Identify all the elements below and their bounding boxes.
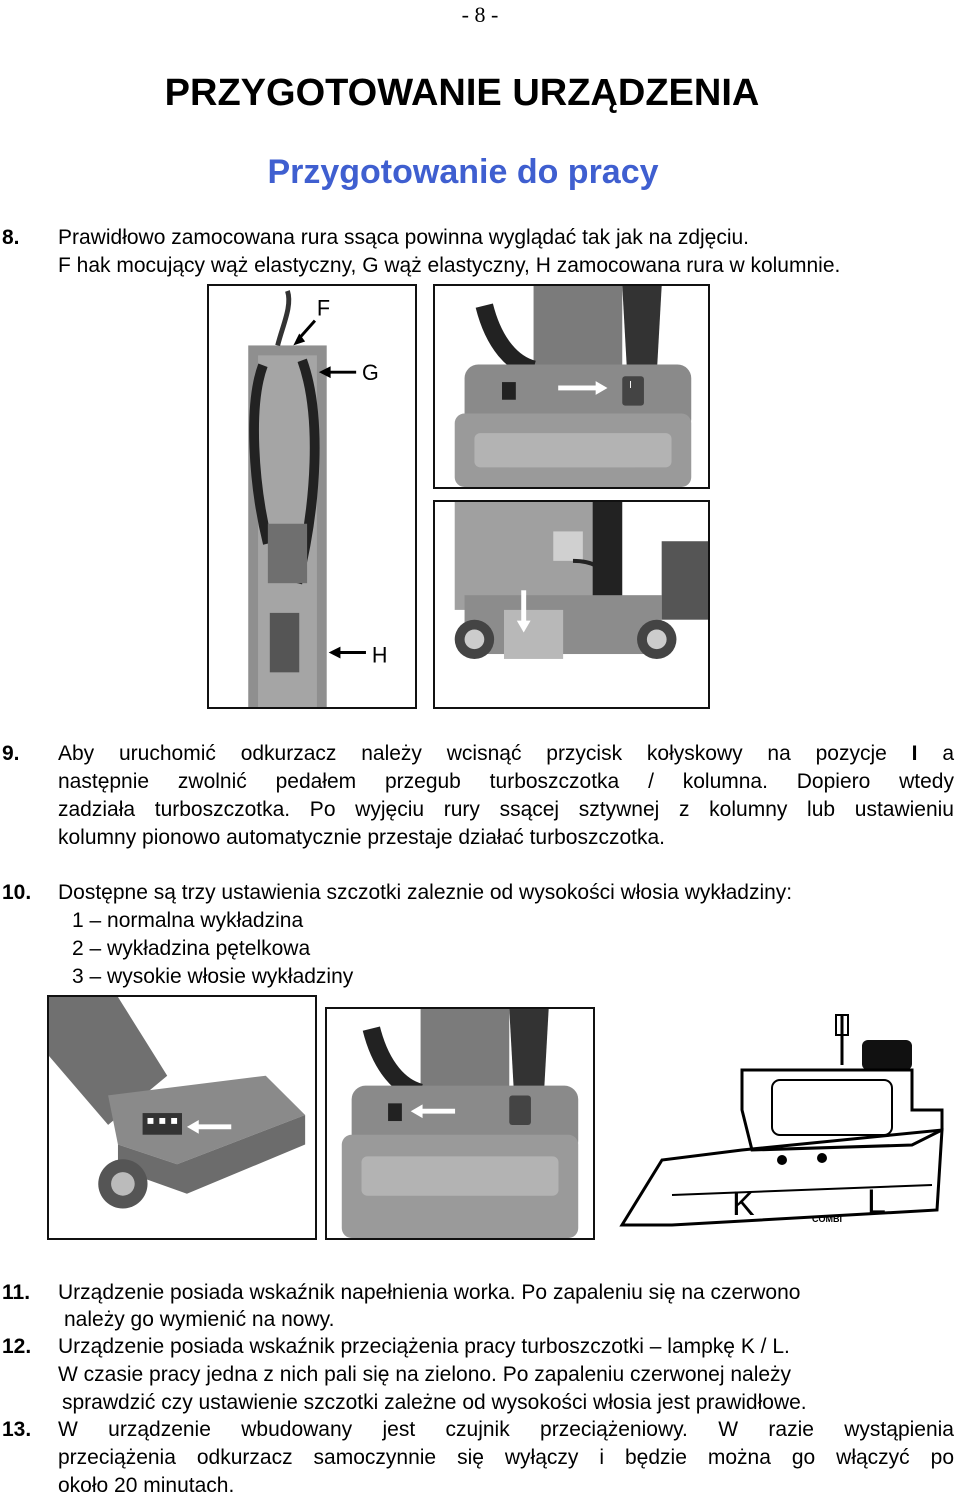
item-10-option-2: 2 – wykładzina pętelkowa	[72, 937, 311, 960]
item-9-line-3: zadziała turboszczotka. Po wyjęciu rury ssącej sztywnej z kolumny lub ustawieniu	[58, 798, 954, 821]
svg-text:I: I	[629, 379, 632, 391]
brand-mark: COMBI	[812, 1214, 842, 1224]
item-13-line-3: około 20 minutach.	[58, 1474, 235, 1497]
item-11-line-1: Urządzenie posiada wskaźnik napełnienia worka. Po zapaleniu się na czerwono	[58, 1281, 801, 1304]
item-12-line-3: sprawdzić czy ustawienie szczotki zależne od wysokości włosia jest prawidłowe.	[62, 1391, 807, 1414]
photo-brush-height-selector	[47, 995, 317, 1240]
photo-turbobrush-wheels	[433, 500, 710, 709]
item-13-line-2: przeciążenia odkurzacz samoczynnie się wyłączy i będzie można go włączyć po	[58, 1446, 954, 1469]
page-number: - 8 -	[461, 2, 499, 27]
item-12-line-2: W czasie pracy jedna z nich pali się na zielono. Po zapaleniu czerwonej należy	[58, 1363, 792, 1386]
item-11-number: 11.	[2, 1281, 31, 1304]
label-l: L	[867, 1183, 886, 1221]
item-9-line-4: kolumny pionowo automatycznie przestaje działać turboszczotka.	[58, 826, 665, 849]
label-k: K	[732, 1185, 755, 1223]
item-8-line-2: F hak mocujący wąż elastyczny, G wąż elastyczny, H zamocowana rura w kolumnie.	[58, 254, 841, 277]
page-title: PRZYGOTOWANIE URZĄDZENIA	[164, 72, 760, 114]
photo-vacuum-hose	[207, 284, 417, 709]
item-10-line-1: Dostępne są trzy ustawienia szczotki zaleznie od wysokości włosia wykładziny:	[58, 881, 793, 904]
item-13-number: 13.	[2, 1418, 32, 1441]
item-10-option-3: 3 – wysokie włosie wykładziny	[72, 965, 354, 988]
section-subtitle: Przygotowanie do pracy	[267, 153, 659, 191]
item-10-option-1: 1 – normalna wykładzina	[72, 909, 304, 932]
item-9-line-1: Aby uruchomić odkurzacz należy wcisnąć przycisk kołyskowy na pozycje I a	[58, 742, 954, 765]
item-11-line-2: należy go wymienić na nowy.	[64, 1308, 335, 1331]
item-13-line-1: W urządzenie wbudowany jest czujnik przeciążeniowy. W razie wystąpienia	[58, 1418, 954, 1441]
label-g: G	[362, 360, 379, 386]
item-12-number: 12.	[2, 1335, 32, 1358]
item-9-line-2: następnie zwolnić pedałem przegub turboszczotka / kolumna. Dopiero wtedy	[58, 770, 954, 793]
rocker-switch	[622, 376, 644, 405]
item-8-number: 8.	[2, 226, 20, 249]
drawing-indicator-lamps	[612, 1010, 957, 1240]
item-10-number: 10.	[2, 881, 32, 904]
item-9-number: 9.	[2, 742, 20, 765]
label-f: F	[316, 295, 331, 321]
photo-switch-housing-2	[325, 1007, 595, 1240]
item-12-line-1: Urządzenie posiada wskaźnik przeciążenia pracy turboszczotki – lampkę K / L.	[58, 1335, 790, 1358]
photo-switch-housing	[433, 284, 710, 489]
label-h: H	[371, 642, 388, 668]
item-8-line-1: Prawidłowo zamocowana rura ssąca powinna wyglądać tak jak na zdjęciu.	[58, 226, 750, 249]
